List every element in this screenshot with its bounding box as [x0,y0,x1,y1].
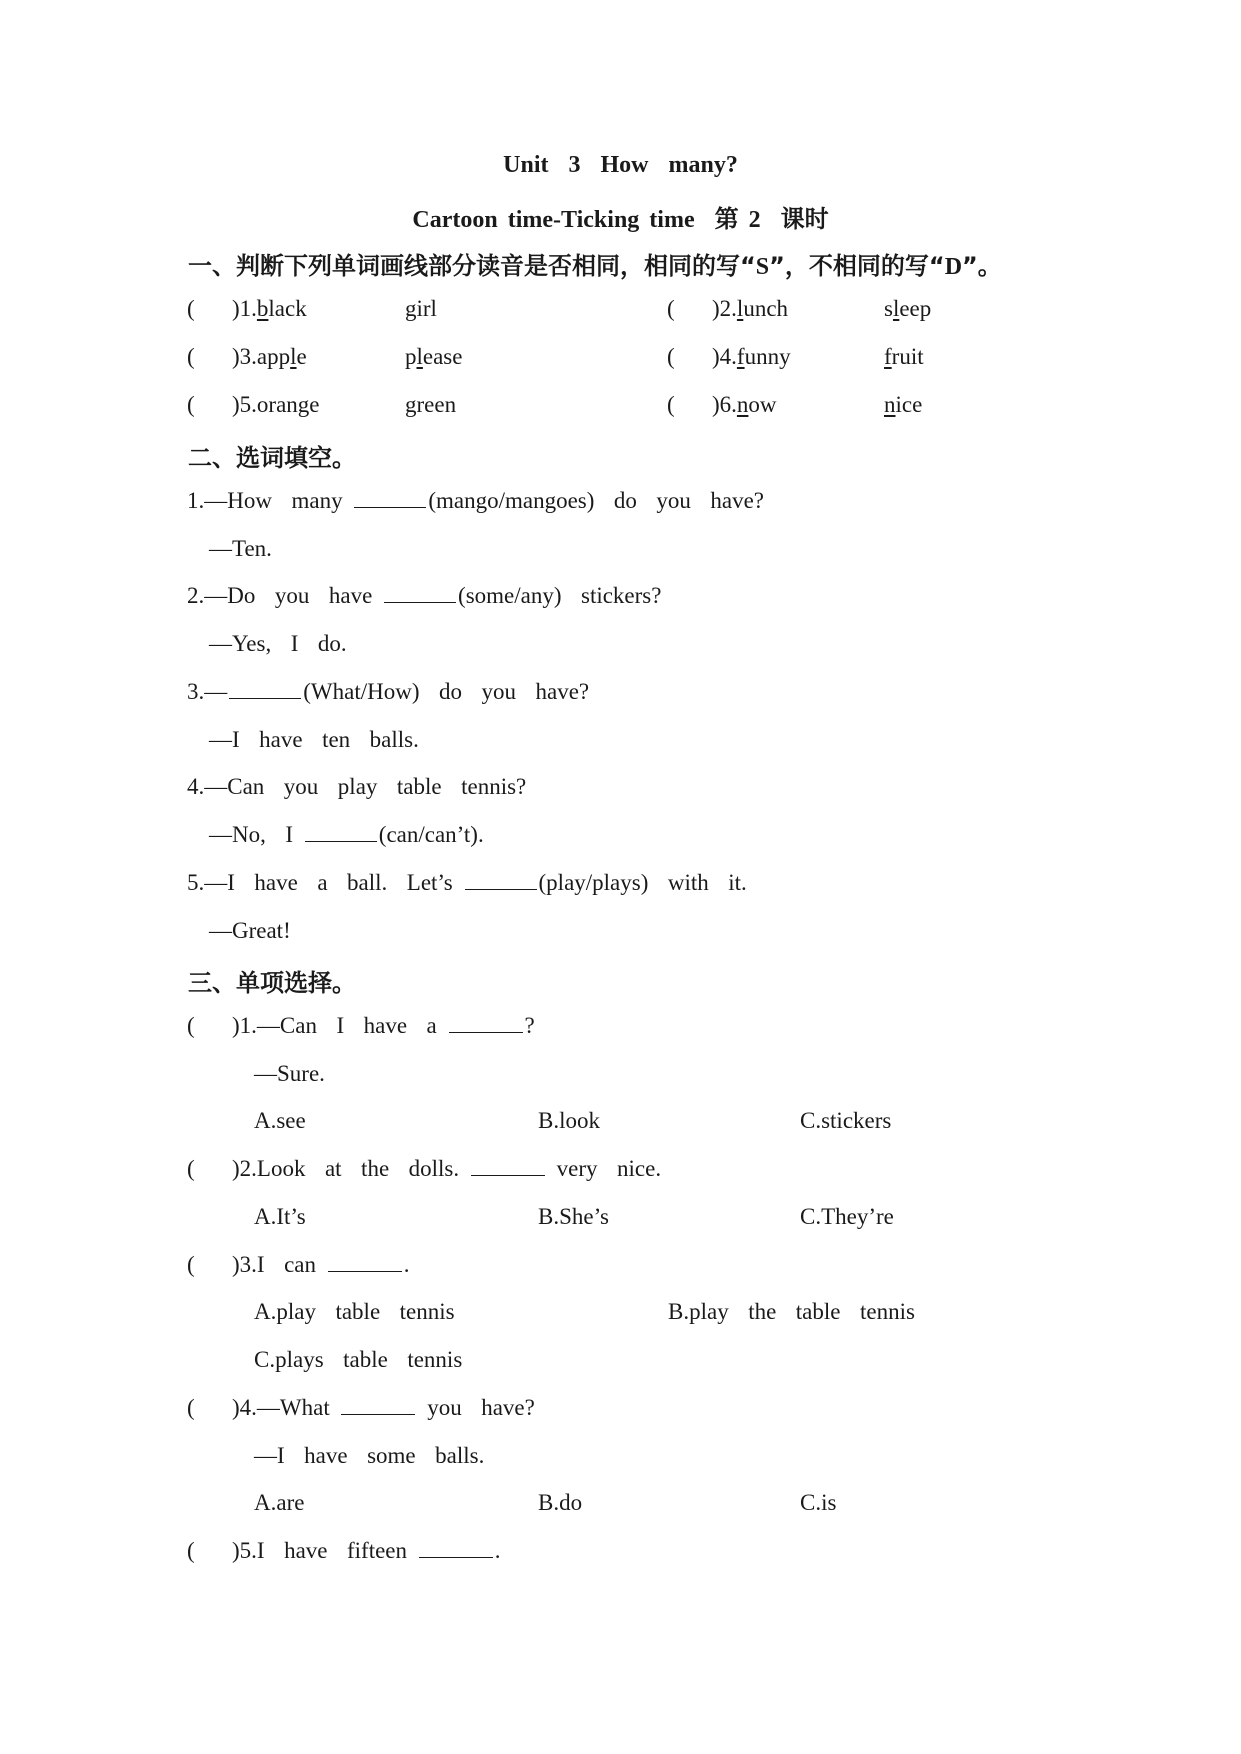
fill-question-3: 3.— (What/How) do you have? [187,679,590,704]
answer-paren[interactable]: ( [187,1395,195,1420]
answer-blank[interactable] [328,1251,402,1272]
pronunciation-item: )2.lunch [712,296,789,321]
pronunciation-word: fruit [884,344,924,369]
answer-blank[interactable] [384,582,456,603]
choice-question-4: )4.—What you have? [232,1395,535,1420]
fill-answer-2: —Yes, I do. [209,631,347,656]
pronunciation-word: girl [405,296,437,321]
answer-blank[interactable] [471,1155,545,1176]
fill-question-2: 2.—Do you have (some/any) stickers? [187,583,662,608]
answer-paren[interactable]: ( [187,296,195,321]
answer-paren[interactable]: ( [187,1252,195,1277]
pronunciation-word: sleep [884,296,932,321]
answer-paren[interactable]: ( [667,392,675,417]
pronunciation-item: )6.now [712,392,777,417]
answer-blank[interactable] [341,1394,415,1415]
fill-answer-1: —Ten. [209,536,272,561]
option-c[interactable]: C.plays table tennis [254,1347,463,1372]
answer-blank[interactable] [449,1012,523,1033]
pronunciation-item: )1.black [232,296,307,321]
answer-blank[interactable] [465,869,537,890]
fill-answer-5: —Great! [209,918,291,943]
pronunciation-word: green [405,392,457,417]
pronunciation-item: )4.funny [712,344,791,369]
answer-blank[interactable] [229,678,301,699]
fill-answer-3: —I have ten balls. [209,727,419,752]
pronunciation-item: )3.apple [232,344,307,369]
answer-blank[interactable] [354,487,426,508]
option-b[interactable]: B.play the table tennis [668,1299,915,1324]
choice-question-3: )3.I can . [232,1252,410,1277]
choice-answer-1: —Sure. [254,1061,325,1086]
choice-answer-4: —I have some balls. [254,1443,485,1468]
option-b[interactable]: B.do [538,1490,583,1515]
option-a[interactable]: A.It’s [254,1204,306,1229]
choice-question-5: )5.I have fifteen . [232,1538,501,1563]
fill-question-4: 4.—Can you play table tennis? [187,774,527,799]
page-title: Unit 3 How many? [503,152,738,178]
option-a[interactable]: A.are [254,1490,305,1515]
section2-heading: 二、选词填空。 [188,444,356,472]
option-b[interactable]: B.She’s [538,1204,609,1229]
answer-paren[interactable]: ( [667,296,675,321]
answer-paren[interactable]: ( [187,1156,195,1181]
answer-blank[interactable] [419,1537,493,1558]
option-a[interactable]: A.see [254,1108,306,1133]
answer-paren[interactable]: ( [667,344,675,369]
section1-heading: 一、判断下列单词画线部分读音是否相同，相同的写“S”，不相同的写“D”。 [188,252,1002,280]
option-a[interactable]: A.play table tennis [254,1299,455,1324]
page-subtitle: Cartoon time-Ticking time 第 2 课时 [412,207,829,233]
option-c[interactable]: C.stickers [800,1108,892,1133]
section3-heading: 三、单项选择。 [188,969,356,997]
pronunciation-item: )5.orange [232,392,320,417]
answer-paren[interactable]: ( [187,344,195,369]
choice-question-1: )1.—Can I have a ? [232,1013,535,1038]
pronunciation-word: nice [884,392,923,417]
pronunciation-word: please [405,344,463,369]
answer-blank[interactable] [305,821,377,842]
option-c[interactable]: C.They’re [800,1204,894,1229]
option-b[interactable]: B.look [538,1108,600,1133]
fill-question-5: 5.—I have a ball. Let’s (play/plays) with it. [187,870,747,895]
option-c[interactable]: C.is [800,1490,837,1515]
choice-question-2: )2.Look at the dolls. very nice. [232,1156,662,1181]
answer-paren[interactable]: ( [187,1013,195,1038]
answer-paren[interactable]: ( [187,392,195,417]
fill-answer-4: —No, I (can/can’t). [209,822,484,847]
answer-paren[interactable]: ( [187,1538,195,1563]
fill-question-1: 1.—How many (mango/mangoes) do you have? [187,488,765,513]
